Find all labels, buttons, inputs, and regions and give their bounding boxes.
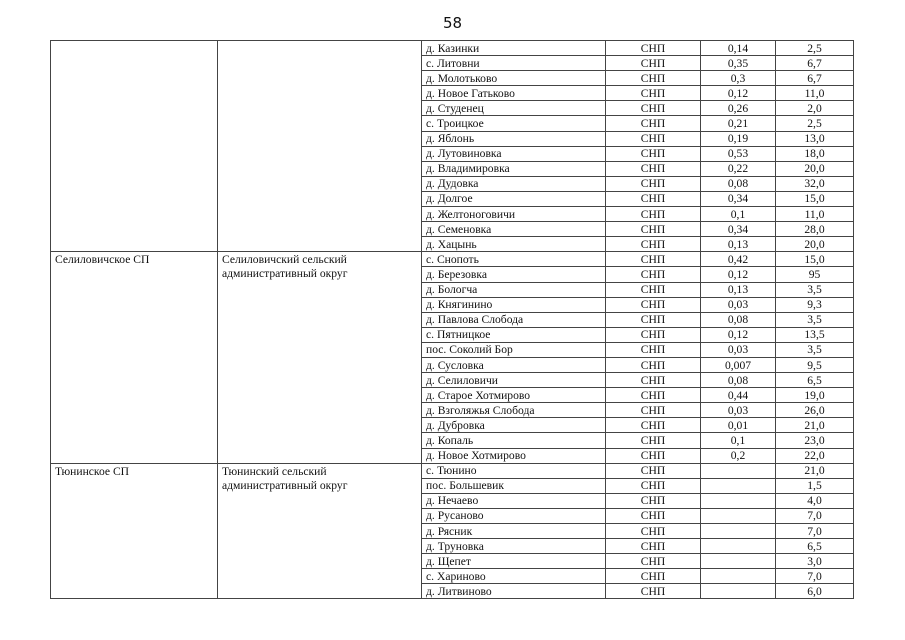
settlement-type-cell: СНП xyxy=(606,448,701,463)
area-cell xyxy=(701,554,776,569)
area-cell xyxy=(701,584,776,599)
page-number: 58 xyxy=(442,14,463,32)
distance-cell: 2,5 xyxy=(776,41,854,56)
district-cell: Селиловичское СП xyxy=(51,252,218,463)
area-cell: 0,21 xyxy=(701,116,776,131)
settlement-type-cell: СНП xyxy=(606,373,701,388)
table-row xyxy=(51,41,854,56)
distance-cell: 95 xyxy=(776,267,854,282)
area-cell xyxy=(701,463,776,478)
settlement-name-cell: д. Русаново xyxy=(422,508,606,523)
area-cell: 0,13 xyxy=(701,237,776,252)
settlement-name-cell: с. Снопоть xyxy=(422,252,606,267)
settlement-type-cell: СНП xyxy=(606,41,701,56)
settlement-name-cell: д. Селиловичи xyxy=(422,373,606,388)
settlement-name-cell: д. Дудовка xyxy=(422,176,606,191)
area-cell: 0,22 xyxy=(701,161,776,176)
distance-cell: 6,7 xyxy=(776,71,854,86)
settlement-name-cell: д. Владимировка xyxy=(422,161,606,176)
settlement-name-cell: д. Копаль xyxy=(422,433,606,448)
area-cell: 0,26 xyxy=(701,101,776,116)
settlement-type-cell: СНП xyxy=(606,297,701,312)
distance-cell: 11,0 xyxy=(776,86,854,101)
distance-cell: 11,0 xyxy=(776,207,854,222)
area-cell: 0,08 xyxy=(701,176,776,191)
settlement-type-cell: СНП xyxy=(606,524,701,539)
settlement-name-cell: с. Хариново xyxy=(422,569,606,584)
settlement-type-cell: СНП xyxy=(606,418,701,433)
distance-cell: 26,0 xyxy=(776,403,854,418)
okrug-cell: Селиловичский сельский административный округ xyxy=(218,252,422,463)
settlement-type-cell: СНП xyxy=(606,357,701,372)
area-cell: 0,44 xyxy=(701,388,776,403)
settlement-type-cell: СНП xyxy=(606,478,701,493)
settlement-name-cell: д. Молотьково xyxy=(422,71,606,86)
distance-cell: 19,0 xyxy=(776,388,854,403)
settlement-name-cell: с. Пятницкое xyxy=(422,327,606,342)
distance-cell: 20,0 xyxy=(776,161,854,176)
settlement-name-cell: д. Старое Хотмирово xyxy=(422,388,606,403)
distance-cell: 15,0 xyxy=(776,191,854,206)
settlement-type-cell: СНП xyxy=(606,584,701,599)
distance-cell: 7,0 xyxy=(776,569,854,584)
settlement-type-cell: СНП xyxy=(606,327,701,342)
distance-cell: 21,0 xyxy=(776,418,854,433)
settlement-type-cell: СНП xyxy=(606,237,701,252)
distance-cell: 3,5 xyxy=(776,282,854,297)
area-cell: 0,34 xyxy=(701,222,776,237)
distance-cell: 2,0 xyxy=(776,101,854,116)
settlement-name-cell: д. Взголяжья Слобода xyxy=(422,403,606,418)
settlement-name-cell: с. Тюнино xyxy=(422,463,606,478)
distance-cell: 3,5 xyxy=(776,312,854,327)
settlement-name-cell: д. Желтоноговичи xyxy=(422,207,606,222)
settlement-type-cell: СНП xyxy=(606,342,701,357)
settlement-name-cell: д. Новое Гатьково xyxy=(422,86,606,101)
settlement-type-cell: СНП xyxy=(606,207,701,222)
settlement-type-cell: СНП xyxy=(606,161,701,176)
distance-cell: 18,0 xyxy=(776,146,854,161)
area-cell: 0,3 xyxy=(701,71,776,86)
area-cell xyxy=(701,493,776,508)
settlement-type-cell: СНП xyxy=(606,267,701,282)
settlement-name-cell: д. Бологча xyxy=(422,282,606,297)
settlement-type-cell: СНП xyxy=(606,508,701,523)
distance-cell: 6,5 xyxy=(776,539,854,554)
distance-cell: 6,5 xyxy=(776,373,854,388)
distance-cell: 6,7 xyxy=(776,56,854,71)
settlement-name-cell: д. Литвиново xyxy=(422,584,606,599)
settlements-table xyxy=(50,40,854,599)
distance-cell: 21,0 xyxy=(776,463,854,478)
settlement-name-cell: д. Нечаево xyxy=(422,493,606,508)
distance-cell: 4,0 xyxy=(776,493,854,508)
area-cell: 0,03 xyxy=(701,342,776,357)
distance-cell: 28,0 xyxy=(776,222,854,237)
area-cell: 0,08 xyxy=(701,373,776,388)
area-cell: 0,03 xyxy=(701,297,776,312)
settlement-name-cell: д. Княгинино xyxy=(422,297,606,312)
distance-cell: 22,0 xyxy=(776,448,854,463)
settlement-type-cell: СНП xyxy=(606,191,701,206)
settlement-type-cell: СНП xyxy=(606,463,701,478)
settlement-type-cell: СНП xyxy=(606,403,701,418)
distance-cell: 7,0 xyxy=(776,508,854,523)
settlement-type-cell: СНП xyxy=(606,493,701,508)
settlement-type-cell: СНП xyxy=(606,131,701,146)
area-cell: 0,007 xyxy=(701,357,776,372)
distance-cell: 1,5 xyxy=(776,478,854,493)
area-cell: 0,08 xyxy=(701,312,776,327)
distance-cell: 15,0 xyxy=(776,252,854,267)
table-row xyxy=(51,252,854,267)
settlement-type-cell: СНП xyxy=(606,282,701,297)
area-cell: 0,03 xyxy=(701,403,776,418)
area-cell xyxy=(701,539,776,554)
distance-cell: 32,0 xyxy=(776,176,854,191)
settlement-name-cell: д. Казинки xyxy=(422,41,606,56)
area-cell: 0,14 xyxy=(701,41,776,56)
settlement-name-cell: д. Семеновка xyxy=(422,222,606,237)
settlement-name-cell: д. Новое Хотмирово xyxy=(422,448,606,463)
area-cell: 0,12 xyxy=(701,86,776,101)
settlement-type-cell: СНП xyxy=(606,388,701,403)
settlement-name-cell: с. Троицкое xyxy=(422,116,606,131)
distance-cell: 3,5 xyxy=(776,342,854,357)
settlement-type-cell: СНП xyxy=(606,312,701,327)
settlement-name-cell: д. Долгое xyxy=(422,191,606,206)
distance-cell: 20,0 xyxy=(776,237,854,252)
okrug-cell: Тюнинский сельский административный округ xyxy=(218,463,422,599)
distance-cell: 9,3 xyxy=(776,297,854,312)
distance-cell: 9,5 xyxy=(776,357,854,372)
settlement-type-cell: СНП xyxy=(606,146,701,161)
settlement-name-cell: д. Яблонь xyxy=(422,131,606,146)
settlement-type-cell: СНП xyxy=(606,539,701,554)
settlement-type-cell: СНП xyxy=(606,554,701,569)
settlement-name-cell: пос. Большевик xyxy=(422,478,606,493)
settlement-name-cell: д. Хацынь xyxy=(422,237,606,252)
settlements-table-body xyxy=(51,41,854,599)
area-cell: 0,42 xyxy=(701,252,776,267)
table-row xyxy=(51,463,854,478)
area-cell: 0,35 xyxy=(701,56,776,71)
distance-cell: 2,5 xyxy=(776,116,854,131)
area-cell: 0,34 xyxy=(701,191,776,206)
settlement-name-cell: д. Труновка xyxy=(422,539,606,554)
area-cell: 0,53 xyxy=(701,146,776,161)
distance-cell: 3,0 xyxy=(776,554,854,569)
area-cell: 0,12 xyxy=(701,267,776,282)
distance-cell: 13,5 xyxy=(776,327,854,342)
settlement-name-cell: пос. Соколий Бор xyxy=(422,342,606,357)
settlement-name-cell: с. Литовни xyxy=(422,56,606,71)
distance-cell: 23,0 xyxy=(776,433,854,448)
area-cell: 0,19 xyxy=(701,131,776,146)
settlement-type-cell: СНП xyxy=(606,101,701,116)
settlement-type-cell: СНП xyxy=(606,252,701,267)
settlement-type-cell: СНП xyxy=(606,433,701,448)
distance-cell: 6,0 xyxy=(776,584,854,599)
area-cell: 0,01 xyxy=(701,418,776,433)
settlement-name-cell: д. Щепет xyxy=(422,554,606,569)
area-cell: 0,1 xyxy=(701,433,776,448)
area-cell: 0,12 xyxy=(701,327,776,342)
distance-cell: 7,0 xyxy=(776,524,854,539)
settlement-name-cell: д. Сусловка xyxy=(422,357,606,372)
district-cell: Тюнинское СП xyxy=(51,463,218,599)
settlement-name-cell: д. Березовка xyxy=(422,267,606,282)
settlement-type-cell: СНП xyxy=(606,71,701,86)
settlement-type-cell: СНП xyxy=(606,56,701,71)
settlement-name-cell: д. Рясник xyxy=(422,524,606,539)
area-cell xyxy=(701,569,776,584)
settlement-type-cell: СНП xyxy=(606,222,701,237)
settlement-name-cell: д. Студенец xyxy=(422,101,606,116)
settlement-type-cell: СНП xyxy=(606,116,701,131)
distance-cell: 13,0 xyxy=(776,131,854,146)
settlement-type-cell: СНП xyxy=(606,176,701,191)
settlement-type-cell: СНП xyxy=(606,86,701,101)
area-cell xyxy=(701,508,776,523)
district-cell xyxy=(51,41,218,252)
settlement-type-cell: СНП xyxy=(606,569,701,584)
area-cell: 0,13 xyxy=(701,282,776,297)
area-cell: 0,2 xyxy=(701,448,776,463)
settlement-name-cell: д. Павлова Слобода xyxy=(422,312,606,327)
okrug-cell xyxy=(218,41,422,252)
settlement-name-cell: д. Дубровка xyxy=(422,418,606,433)
area-cell xyxy=(701,524,776,539)
area-cell xyxy=(701,478,776,493)
area-cell: 0,1 xyxy=(701,207,776,222)
settlement-name-cell: д. Лутовиновка xyxy=(422,146,606,161)
